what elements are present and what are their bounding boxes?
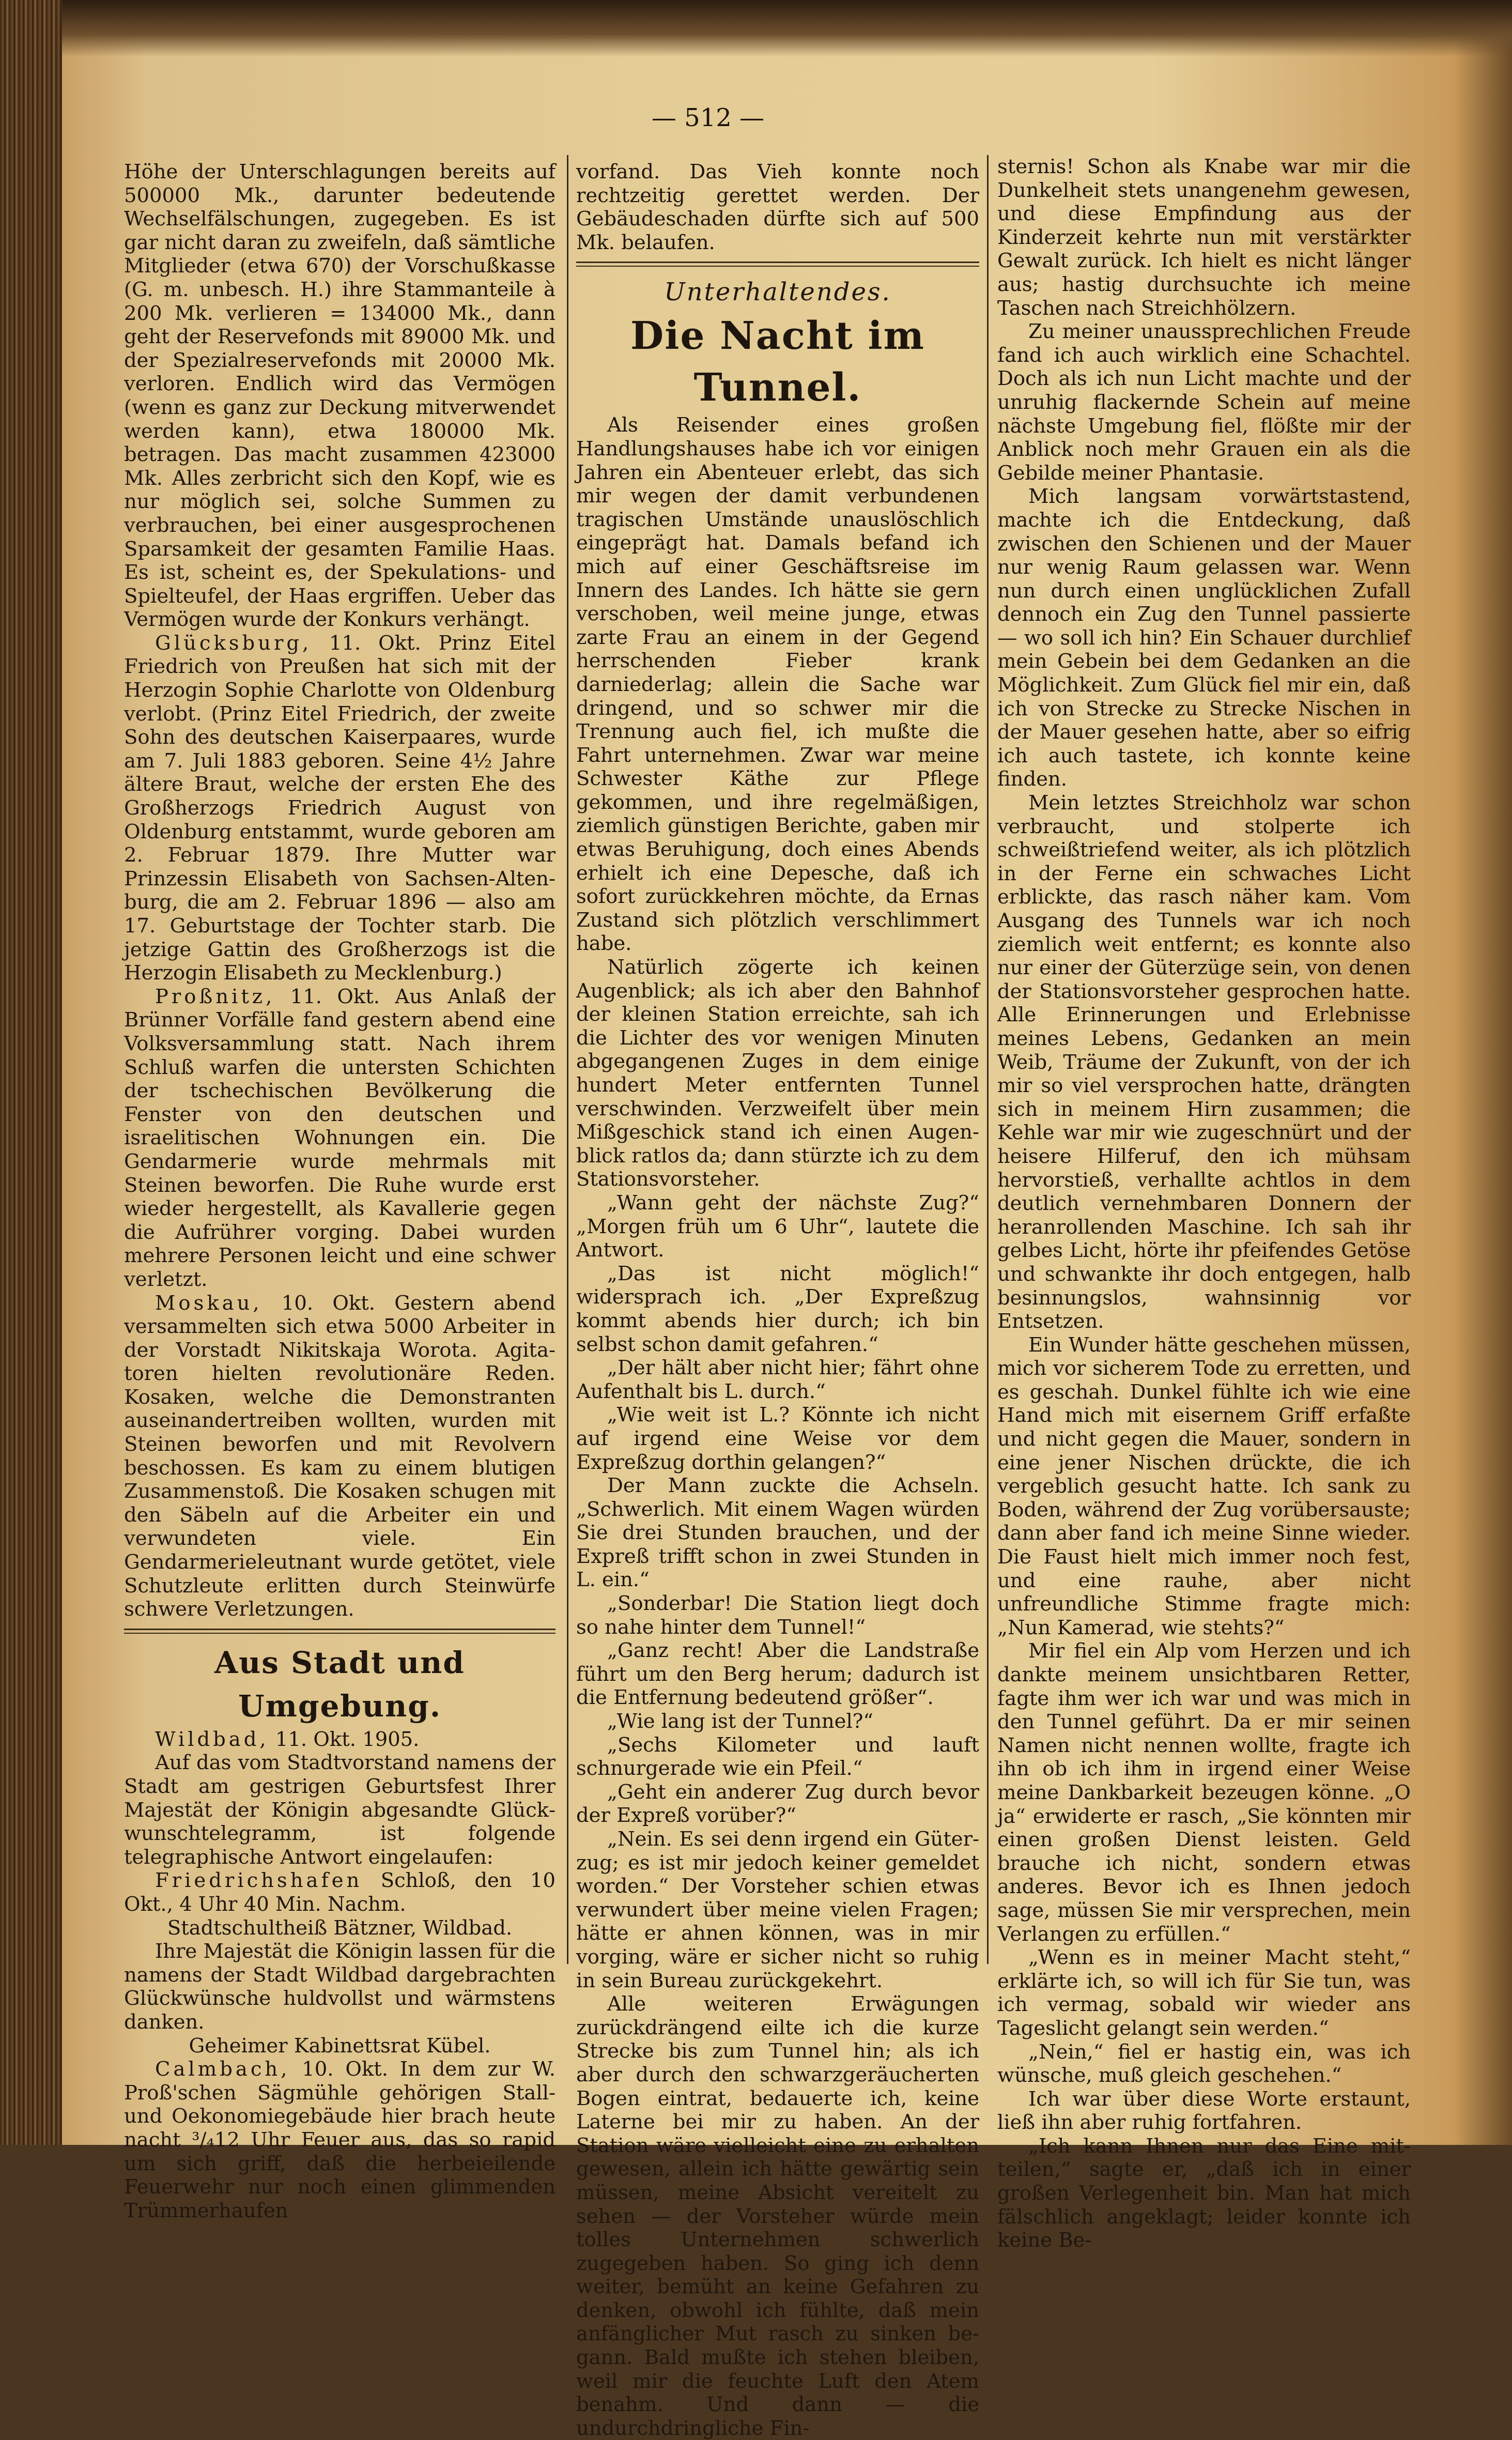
news-place: Calmbach, (155, 2058, 290, 2081)
story-paragraph: „Wann geht der nächste Zug?“ „Morgen früh um 6 Uhr“, lautete die Antwort. (576, 1191, 979, 1262)
story-paragraph: „Geht ein anderer Zug durch bevor der Expreß vorüber?“ (576, 1780, 979, 1828)
telegram-place: Friedrichshafen (155, 1869, 363, 1893)
story-paragraph: „Sechs Kilometer und lauft schnurgerade wie ein Pfeil.“ (576, 1733, 979, 1781)
story-paragraph: Natürlich zögerte ich keinen Augenblick; als ich aber den Bahnhof der kleinen Station erreichte, sah ich die Lichter des vor wenigen Minuten abgegangenen Zuges in dem einige hundert Meter entfernten Tunnel verschwinden. Verzweifelt über mein Mißgeschick stand ich einen Augenblick ratlos da; dann stürzte ich zu dem Stationsvorsteher. (576, 956, 979, 1191)
story-paragraph: Alle weiteren Erwägungen zurückdrängend eilte ich die kurze Strecke bis zum Tunnel hin; als ich aber durch den schwarzgeräucherten Bogen eintrat, bedauerte ich, keine Laterne bei mir zu haben. An der Station wäre vielleicht eine zu erhalten gewesen, allein ich hätte gewärtig sein müssen, meine Absicht vereitelt zu sehen — der Vorsteher würde mein tolles Unternehmen schwerlich zugegeben haben. So ging ich denn weiter, bemüht an keine Gefahren zu denken, obwohl ich fühlte, daß mein anfänglicher Mut rasch zu sinken begann. Bald mußte ich stehen bleiben, weil mir die feuchte Luft den Atem benahm. Und dann — die undurchdringliche Fin- (576, 1992, 979, 2440)
news-item (124, 1292, 556, 1621)
telegram-header (124, 1869, 556, 1916)
story-paragraph: „Sonderbar! Die Station liegt doch so nahe hinter dem Tunnel!“ (576, 1592, 979, 1639)
story-paragraph: „Der hält aber nicht hier; fährt ohne Aufenthalt bis L. durch.“ (576, 1356, 979, 1403)
story-title: Die Nacht im Tunnel. (630, 314, 925, 410)
news-body: 10. Okt. In dem zur W. Proß'schen Sägmühle gehörigen Stall- und Oekonomiegebäude hier brach heute nacht ³/₄12 Uhr Feuer aus, das so rapid um sich griff, daß die herbeieilende Feuerwehr nur noch einen glimmenden Trümmerhaufen (124, 2058, 556, 2222)
section-divider (576, 262, 979, 267)
story-paragraph: sternis! Schon als Knabe war mir die Dunkelheit stets unangenehm gewesen, und diese Empfindung aus der Kinderzeit kehrte nun mit verstärkter Gewalt zurück. Ich hielt es nicht länger aus; hastig durchsuchte ich meine Taschen nach Streichhölzern. (997, 155, 1411, 320)
column-rule-right (987, 155, 989, 1964)
story-paragraph: Mir fiel ein Alp vom Herzen und ich dankte meinem unsichtbaren Retter, fagte ihm wer ich war und was mich in den Tunnel geführt. Da er mir seinen Namen nicht nennen wollte, fragte ich ihn ob ich ihm in irgend einer Weise meine Dankbarkeit bezeugen könne. „O ja“ erwiderte er rasch, „Sie könnten mir einen großen Dienst leisten. Geld brauche ich nicht, sondern etwas anderes. Bevor ich es Ihnen jedoch sage, müssen Sie mir versprechen, mein Verlangen zu erfüllen.“ (997, 1639, 1411, 1946)
news-item (124, 985, 556, 1292)
story-paragraph: „Das ist nicht möglich!“ widersprach ich. „Der Expreßzug kommt abends hier durch; ich bin selbst schon damit gefahren.“ (576, 1262, 979, 1356)
column-rule-left (567, 155, 568, 1964)
news-item (124, 2058, 556, 2222)
story-paragraph: „Wie weit ist L.? Könnte ich nicht auf irgend eine Weise vor dem Expreßzug dorthin gelangen?“ (576, 1403, 979, 1474)
article-text: Höhe der Unterschlagungen bereits auf 500000 Mk., darunter bedeutende Wechselfälschungen, zugegeben. Es ist gar nicht daran zu zweifeln, daß sämtliche Mitglieder (etwa 670) der Vorschußkasse (G. m. unbesch. H.) ihre Stammanteile à 200 Mk. verlieren = 134000 Mk., dann geht der Reservefonds mit 89000 Mk. und der Spezialreservefonds mit 20000 Mk. verloren. Endlich wird das Vermögen (wenn es ganz zur Deckung mitverwendet werden kann), etwa 180000 Mk. betragen. Das macht zusammen 423000 Mk. Alles zerbricht sich den Kopf, wie es nur möglich sei, solche Summen zu verbrauchen, bei einer ausgesprochenen Sparsamkeit der gesamten Familie Haas. Es ist, scheint es, der Spekulations- und Spielteufel, der Haas ergriffen. Ueber das Vermögen wurde der Konkurs verhängt. (124, 160, 556, 632)
story-paragraph: „Nein. Es sei denn irgend ein Güterzug; es ist mir jedoch keiner gemeldet worden.“ Der Vorsteher schien etwas verwundert über meine vielen Fragen; hätte er ahnen können, was in mir vorging, wäre er sicher nicht so ruhig in sein Bureau zurückgekehrt. (576, 1828, 979, 1992)
column-1 (124, 160, 556, 2222)
story-paragraph: Ich war über diese Worte erstaunt, ließ ihn aber ruhig fortfahren. (997, 2087, 1411, 2135)
story-paragraph: „Ganz recht! Aber die Landstraße führt um den Berg herum; dadurch ist die Entfernung bedeutend größer“. (576, 1639, 979, 1710)
section-divider (124, 1629, 556, 1634)
story-paragraph: „Wie lang ist der Tunnel?“ (607, 1710, 874, 1733)
dateline-date: 11. Okt. 1905. (269, 1727, 420, 1751)
news-body: 11. Okt. Aus Anlaß der Brünner Vorfälle fand gestern abend eine Volksversammlung statt. Nach ihrem Schluß warfen die untersten Schichten der tschechischen Bevölkerung die Fenster von den deutschen und israelitischen Wohnungen ein. Die Gendarmerie wurde mehrmals mit Steinen beworfen. Die Ruhe wurde erst wieder hergestellt, als Kavallerie gegen die Aufrührer vorging. Dabei wurden mehrere Personen leicht und eine schwer verletzt. (124, 985, 556, 1291)
story-paragraph: Ein Wunder hätte geschehen müssen, mich vor sicherem Tode zu erretten, und es geschah. Dunkel fühlte ich wie eine Hand mich mit eisernem Griff erfaßte und nicht gegen die Mauer, sondern in eine jener Nischen drückte, die ich vergeblich gesucht hatte. Ich sank zu Boden, während der Zug vorübersauste; dann aber fand ich meine Sinne wieder. Die Faust hielt mich immer noch fest, und eine rauhe, aber nicht unfreundliche Stimme fragte mich: „Nun Kamerad, wie stehts?“ (997, 1333, 1411, 1639)
news-body: 10. Okt. Gestern abend versammelten sich etwa 5000 Arbeiter in der Vorstadt Nikitskaja Worota. Agitatoren hielten revolutionäre Reden. Kosaken, welche die Demonstranten auseinandertreiben wollten, wurden mit Steinen beworfen und mit Revolvern beschossen. Es kam zu einem blutigen Zusammenstoß. Die Kosaken schugen mit den Säbeln auf die Arbeiter ein und verwundeten viele. Ein Gendarmerieleutnant wurde getötet, viele Schutzleute erlitten durch Steinwürfe schwere Verletzungen. (124, 1291, 556, 1621)
book-binding-edge (0, 0, 62, 2145)
story-paragraph: Als Reisender eines großen Handlungshauses habe ich vor einigen Jahren ein Abenteuer erlebt, das sich mir wegen der damit verbundenen tragischen Umstände unauslöschlich eingeprägt hat. Damals befand ich mich auf einer Geschäftsreise im Innern des Landes. Ich hätte sie gern verschoben, weil meine junge, etwas zarte Frau an einem in der Gegend herrschenden Fieber krank darniederlag; allein die Sache war dringend, und so schwer mir die Trennung auch fiel, ich mußte die Fahrt unternehmen. Zwar war meine Schwester Käthe zur Pflege gekommen, und ihre regelmäßigen, ziemlich günstigen Berichte, gaben mir etwas Beruhigung, doch eines Abends erhielt ich eine Depesche, daß ich sofort zurückkehren möchte, da Ernas Zustand sich plötzlich verschlimmert habe. (576, 413, 979, 956)
telegram-text: Ihre Majestät die Königin lassen für die namens der Stadt Wildbad dargebrachten Glückwünsche huldvollst und wärmstens danken. (124, 1940, 556, 2034)
dateline-place: Wildbad, (155, 1727, 269, 1751)
article-text: Auf das vom Stadtvorstand namens der Stadt am gestrigen Geburtsfest Ihrer Majestät der Königin abgesandte Glückwunschtelegramm, ist folgende telegraphische Antwort eingelaufen: (124, 1751, 556, 1869)
page-top-shadow (62, 0, 1512, 57)
news-place: Proßnitz, (155, 985, 275, 1008)
news-item (124, 632, 556, 985)
story-paragraph: „Wenn es in meiner Macht steht,“ erklärte ich, so will ich für Sie tun, was ich vermag, sobald wir wieder ans Tageslicht gelangt sein werden.“ (997, 1946, 1411, 2040)
story-paragraph: Mich langsam vorwärtstastend, machte ich die Entdeckung, daß zwischen den Schienen und der Mauer nur wenig Raum gelassen war. Wenn nun durch einen unglücklichen Zufall dennoch ein Zug den Tunnel passierte — wo soll ich hin? Ein Schauer durchlief mein Gebein bei dem Gedanken an die Möglichkeit. Zum Glück fiel mir ein, daß ich von Strecke zu Strecke Nischen in der Mauer gesehen hatte, aber so eifrig ich auch tastete, ich konnte keine finden. (997, 485, 1411, 791)
section-label: Unterhaltendes. (664, 278, 891, 307)
news-body: 11. Okt. Prinz Eitel Friedrich von Preußen hat sich mit der Herzogin Sophie Charlotte von Oldenburg verlobt. (Prinz Eitel Friedrich, der zweite Sohn des deutschen Kaiserpaares, wurde am 7. Juli 1883 geboren. Seine 4½ Jahre ältere Braut, welche der ersten Ehe des Großherzogs Friedrich August von Oldenburg entstammt, wurde geboren am 2. Februar 1879. Ihre Mutter war Prinzessin Elisabeth von Sachsen-Altenburg, die am 2. Februar 1896 — also am 17. Geburtstage der Tochter starb. Die jetzige Gattin des Großherzogs ist die Herzogin Elisabeth zu Mecklenburg.) (124, 631, 556, 985)
story-paragraph: Zu meiner unaussprechlichen Freude fand ich auch wirklich eine Schachtel. Doch als ich nun Licht machte und der unruhig flackernde Schein auf meine nächste Umgebung fiel, flößte mir der Anblick noch mehr Grauen ein als die Gebilde meiner Phantasie. (997, 320, 1411, 485)
article-text: vorfand. Das Vieh konnte noch rechtzeitig gerettet werden. Der Gebäudeschaden dürfte sich auf 500 Mk. belaufen. (576, 160, 979, 254)
column-2 (576, 160, 979, 2440)
story-paragraph: „Ich kann Ihnen nur das Eine mitteilen,“ sagte er, „daß ich in einer großen Verlegenheit bin. Man hat mich fälschlich angeklagt; leider konnte ich keine Be- (997, 2134, 1411, 2252)
story-paragraph: Mein letztes Streichholz war schon verbraucht, und stolperte ich schweißtriefend weiter, als ich plötzlich in der Ferne ein schwaches Licht erblickte, das rasch näher kam. Vom Ausgang des Tunnels war ich noch ziemlich weit entfernt; es konnte also nur einer der Güterzüge sein, von denen der Stationsvorsteher gesprochen hatte. Alle Erinnerungen und Erlebnisse meines Lebens, Gedanken an mein Weib, Träume der Zukunft, von der ich mir so viel versprochen hatte, drängten sich in meinem Hirn zusammen; die Kehle war mir wie zugeschnürt und der heisere Hilferuf, den ich mühsam hervorstieß, verhallte achtlos in dem deutlich vernehmbaren Donnern der heranrollenden Maschine. Ich sah ihr gelbes Licht, hörte ihr pfeifendes Getöse und schwankte ihr doch entgegen, halb besinnungslos, wahnsinnig vor Entsetzen. (997, 791, 1411, 1333)
dateline (124, 1728, 556, 1752)
telegram-address: Stadtschultheiß Bätzner, Wildbad. (167, 1916, 513, 1940)
story-paragraph: Der Mann zuckte die Achseln. „Schwerlich. Mit einem Wagen würden Sie drei Stunden brauchen, und der Expreß trifft schon in zwei Stunden in L. ein.“ (576, 1474, 979, 1592)
telegram-signature: Geheimer Kabinettsrat Kübel. (189, 2034, 491, 2058)
section-heading: Aus Stadt und Umgebung. (214, 1645, 465, 1724)
column-3 (997, 155, 1411, 2252)
page-number: — 512 — (651, 103, 765, 132)
story-paragraph: „Nein,“ fiel er hastig ein, was ich wünsche, muß gleich geschehen.“ (997, 2040, 1411, 2088)
news-place: Moskau, (155, 1291, 263, 1315)
telegram-date: Schloß, den 10 Okt., 4 Uhr 40 Min. Nachm. (124, 1869, 556, 1916)
news-place: Glücksburg, (155, 631, 312, 655)
